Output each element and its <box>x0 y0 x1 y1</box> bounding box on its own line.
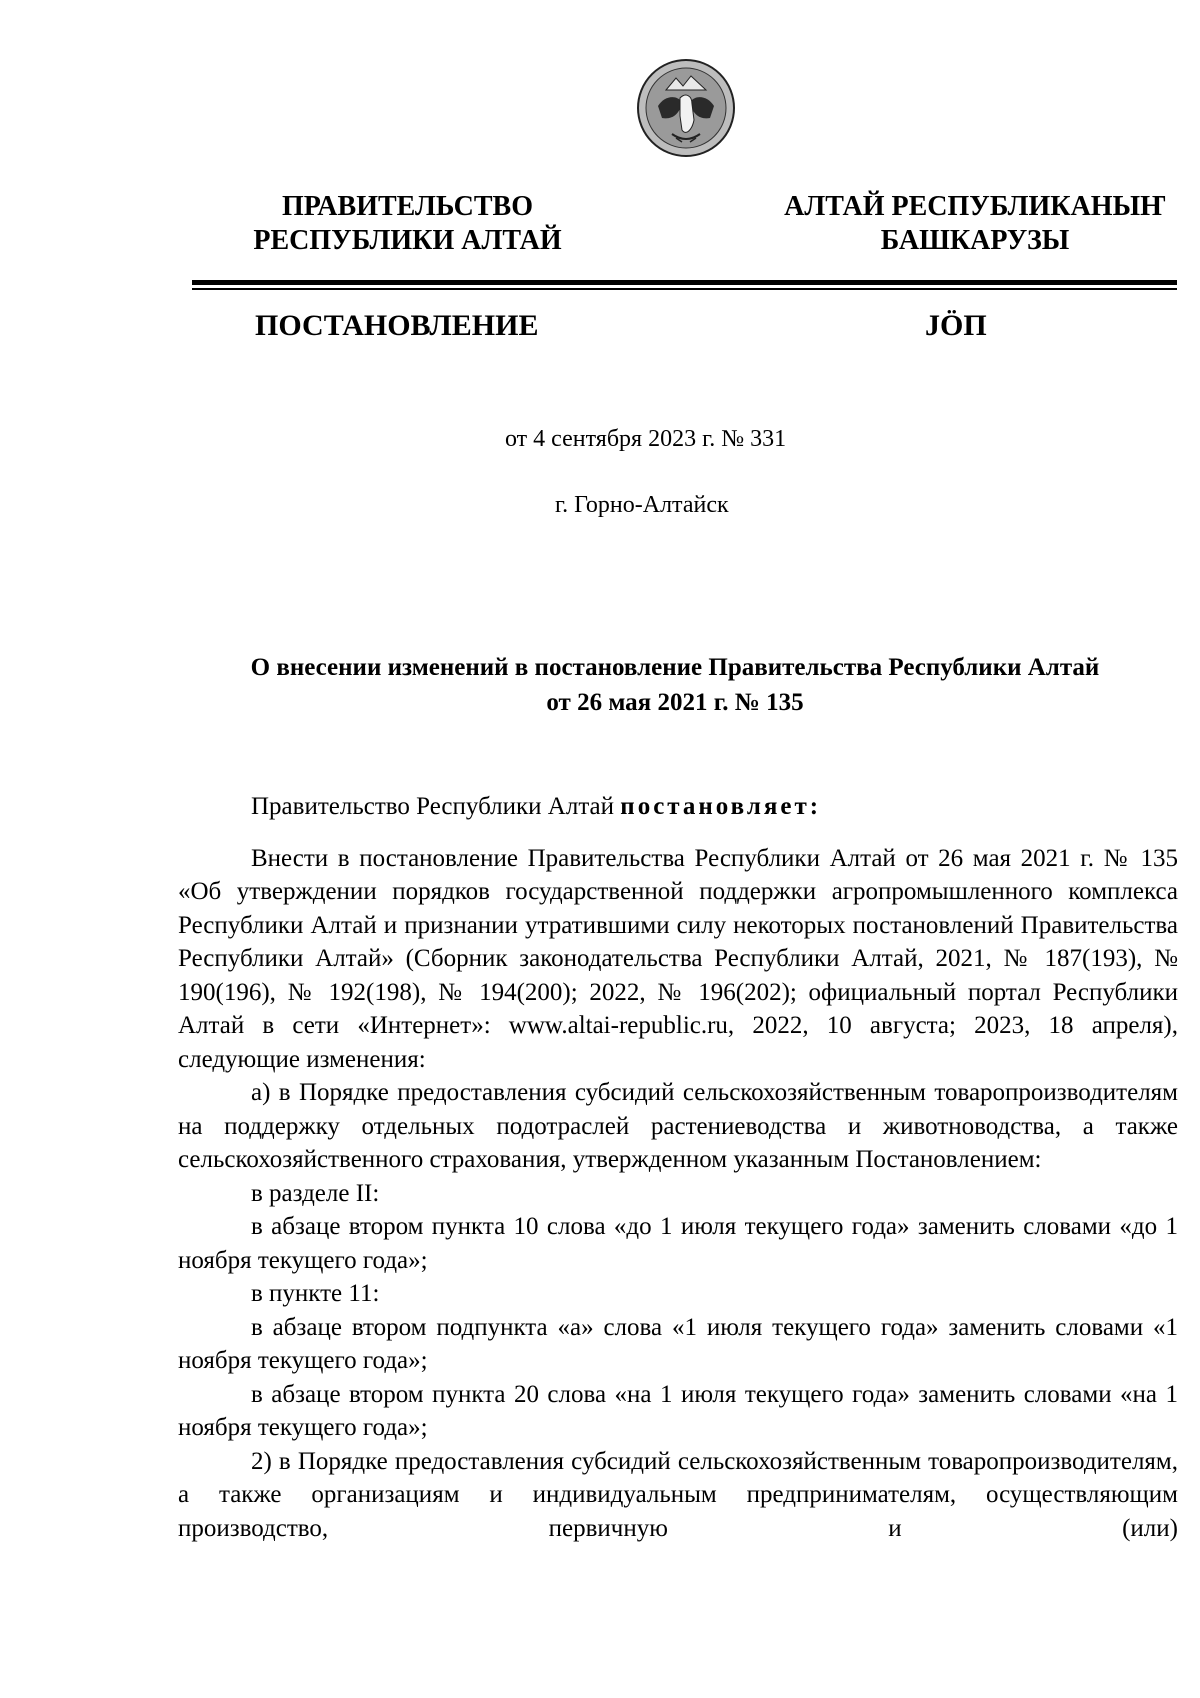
title-line1: О внесении изменений в постановление Правительства Республики Алтай <box>250 654 1100 681</box>
document-title <box>170 650 1180 720</box>
body-paragraph-6: в абзаце втором подпункта «а» слова «1 июля текущего года» заменить словами «1 ноября текущего года»; <box>178 1313 1178 1374</box>
header-divider-thin <box>192 288 1177 290</box>
intro-resolves: постановляет: <box>620 793 822 820</box>
header-right-block <box>765 190 1185 258</box>
body-paragraph-3: в разделе II: <box>251 1179 380 1207</box>
header-left-line2: РЕСПУБЛИКИ АЛТАЙ <box>253 225 562 256</box>
intro-text: Правительство Республики Алтай <box>251 793 621 820</box>
title-line2: от 26 мая 2021 г. № 135 <box>546 689 804 716</box>
document-body <box>178 790 1178 1545</box>
header-divider-thick <box>192 280 1177 285</box>
body-paragraph-5: в пункте 11: <box>251 1280 380 1307</box>
body-paragraph-2: а) в Порядке предоставления субсидий сельскохозяйственным товаропроизводителям на поддержку отдельных подотраслей растениеводства и животноводства, а также сельскохозяйственного страхования, утвержденном указанным Постановлением: <box>178 1079 1178 1173</box>
doc-type-altai: JÖП <box>925 309 987 342</box>
body-paragraph-8: 2) в Порядке предоставления субсидий сельскохозяйственным товаропроизводителям, а также организациям и индивидуальным предпринимателям, осуществляющим производство, первичную и (или) <box>178 1447 1178 1542</box>
doc-type-russian: ПОСТАНОВЛЕНИЕ <box>255 309 539 342</box>
body-paragraph-1: Внести в постановление Правительства Республики Алтай от 26 мая 2021 г. № 135 «Об утверждении порядков государственной поддержки агропромышленного комплекса Республики Алтай и признании утратившими силу некоторых постановлений Правительства Республики Алтай» (Сборник законодательства Республики Алтай, 2021, № 187(193), № 190(196), № 192(198), № 194(200); 2022, № 196(202); официальный портал Республики Алтай в сети «Интернет»: www.altai-republic.ru, 2022, 10 августа; 2023, 18 апреля), следующие изменения: <box>178 844 1178 1073</box>
body-paragraph-4: в абзаце втором пункта 10 слова «до 1 июля текущего года» заменить словами «до 1 ноября текущего года»; <box>178 1213 1178 1274</box>
header-right-line1: АЛТАЙ РЕСПУБЛИКАНЫҤ <box>784 191 1166 222</box>
intro-paragraph <box>178 790 1178 824</box>
header-left-block <box>235 190 580 258</box>
coat-of-arms-emblem <box>636 58 736 158</box>
decree-city: г. Горно-Алтайск <box>555 492 729 518</box>
body-paragraph-7: в абзаце втором пункта 20 слова «на 1 июля текущего года» заменить словами «на 1 ноября текущего года»; <box>178 1380 1178 1441</box>
header-left-line1: ПРАВИТЕЛЬСТВО <box>282 191 533 222</box>
header-right-line2: БАШКАРУЗЫ <box>880 225 1070 256</box>
decree-date-number: от 4 сентября 2023 г. № 331 <box>505 426 787 452</box>
